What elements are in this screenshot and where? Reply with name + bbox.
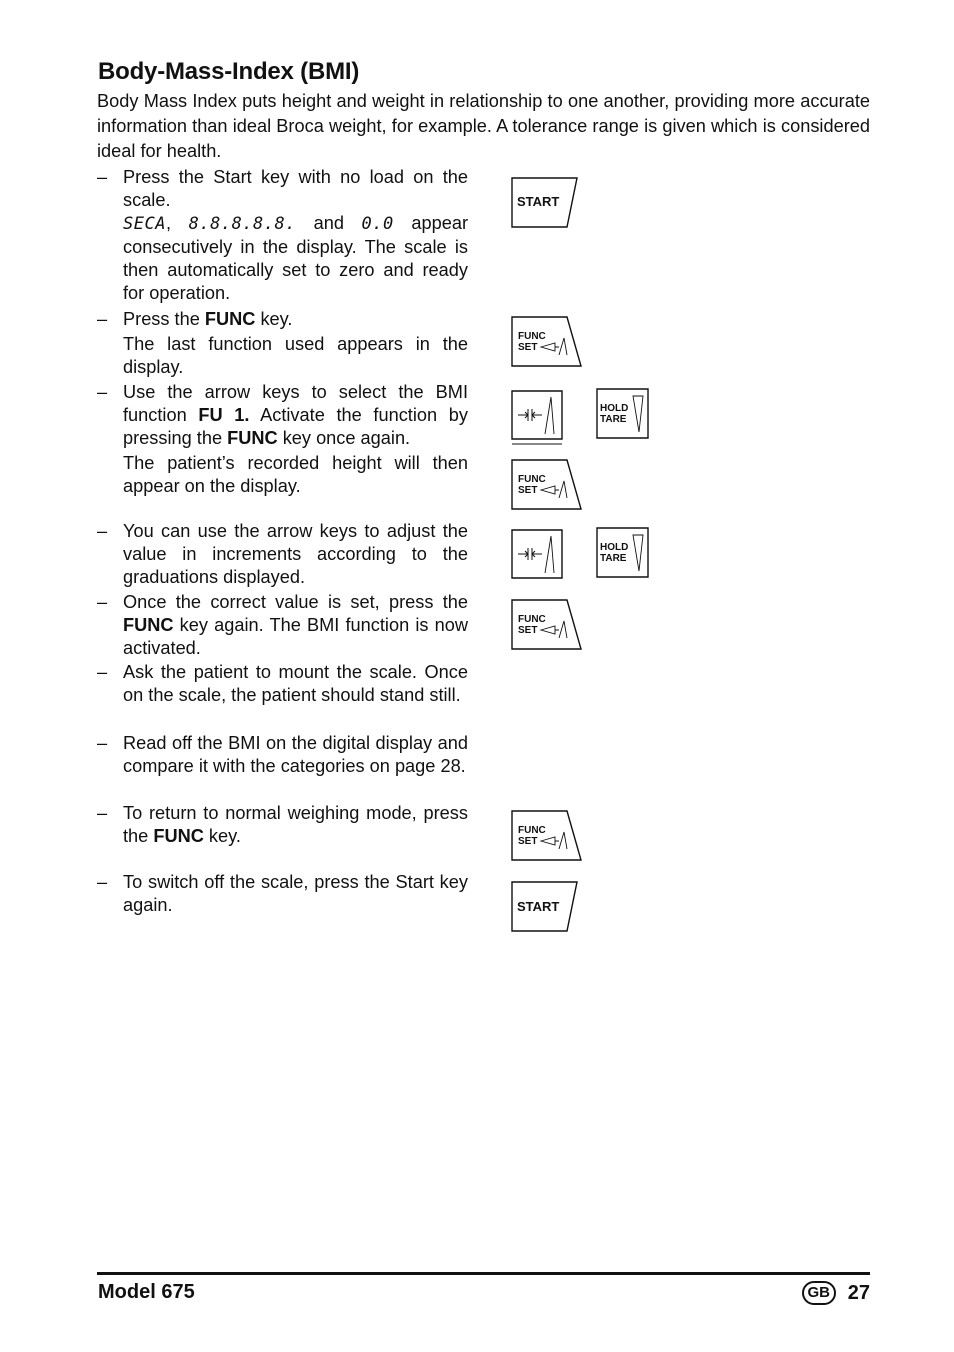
- step-8-text: To return to normal weighing mode, press the FUNC key.: [123, 803, 468, 846]
- step-2-note: The last function used appears in the display.: [123, 334, 468, 377]
- language-badge: GB: [802, 1281, 836, 1305]
- func-set-key: [511, 459, 583, 511]
- step-4: – You can use the arrow keys to adjust the value in increments according to the graduations displayed.: [97, 521, 468, 587]
- svg-text:FUNC: FUNC: [518, 614, 546, 625]
- display-seca: SECA: [123, 214, 166, 234]
- step-6: – Ask the patient to mount the scale. Once on the scale, the patient should stand still.: [97, 662, 468, 705]
- svg-text:SET: SET: [518, 625, 538, 636]
- footer-divider: [97, 1272, 870, 1275]
- start-key-label: START: [517, 899, 560, 914]
- step-9: – To switch off the scale, press the Start key again.: [97, 872, 468, 915]
- intro-paragraph: Body Mass Index puts height and weight in relationship to one another, providing more accurate information than ideal Broca weight, for example. A tolerance range is given which is considered ideal for health.: [97, 91, 870, 161]
- svg-text:SET: SET: [518, 342, 538, 353]
- start-key-label: START: [517, 194, 560, 209]
- page-number: 27: [847, 1281, 870, 1304]
- step-1-display-text: SECA, 8.8.8.8.8. and 0.0 appear consecutively in the display. The scale is then automatically set to zero and ready for operation.: [123, 213, 469, 303]
- footer-page-info: [802, 1281, 870, 1305]
- svg-text:FUNC: FUNC: [518, 474, 546, 485]
- hold-tare-key: [596, 388, 652, 440]
- footer-model: Model 675: [98, 1281, 195, 1303]
- svg-text:TARE: TARE: [600, 553, 627, 564]
- display-test: 8.8.8.8.8.: [188, 214, 296, 234]
- step-3-text: Use the arrow keys to select the BMI function FU 1. Activate the function by pressing the FUNC key once again.: [123, 382, 468, 448]
- step-1: [97, 166, 468, 305]
- func-set-key: [511, 810, 583, 862]
- svg-text:SET: SET: [518, 836, 538, 847]
- func-set-key: [511, 316, 583, 368]
- step-5-text: Once the correct value is set, press the FUNC key again. The BMI function is now activated.: [123, 592, 468, 658]
- step-3: – Use the arrow keys to select the BMI function FU 1. Activate the function by pressing the FUNC key once again. The patient’s recorded height will then appear on the display.: [97, 382, 468, 496]
- svg-text:TARE: TARE: [600, 414, 627, 425]
- page-title: Body-Mass-Index (BMI): [98, 58, 360, 85]
- svg-text:HOLD: HOLD: [600, 542, 629, 553]
- step-9-text: To switch off the scale, press the Start key again.: [123, 872, 468, 915]
- display-zero: 0.0: [361, 214, 394, 234]
- step-2-text: Press the FUNC key.: [123, 309, 293, 329]
- hold-tare-key: [596, 527, 652, 579]
- step-4-text: You can use the arrow keys to adjust the value in increments according to the graduations displayed.: [123, 521, 468, 587]
- step-7: – Read off the BMI on the digital display and compare it with the categories on page 28.: [97, 733, 468, 776]
- start-key: [511, 881, 579, 933]
- step-6-text: Ask the patient to mount the scale. Once on the scale, the patient should stand still.: [123, 662, 468, 705]
- svg-text:FUNC: FUNC: [518, 825, 546, 836]
- svg-text:HOLD: HOLD: [600, 403, 629, 414]
- step-8: – To return to normal weighing mode, press the FUNC key.: [97, 803, 468, 846]
- svg-text:SET: SET: [518, 485, 538, 496]
- svg-text:FUNC: FUNC: [518, 331, 546, 342]
- start-key: [511, 177, 579, 229]
- arrow-keys-icon: [510, 389, 566, 449]
- arrow-keys-icon: [510, 528, 566, 580]
- step-1-text: Press the Start key with no load on the scale.: [123, 167, 468, 210]
- func-set-key: [511, 599, 583, 651]
- step-5: – Once the correct value is set, press the FUNC key again. The BMI function is now activated.: [97, 592, 468, 658]
- step-7-text: Read off the BMI on the digital display and compare it with the categories on page 28.: [123, 733, 468, 776]
- step-2: – Press the FUNC key. The last function used appears in the display.: [97, 309, 468, 377]
- step-3-note: The patient’s recorded height will then appear on the display.: [123, 453, 468, 496]
- step-dash: –: [97, 167, 108, 187]
